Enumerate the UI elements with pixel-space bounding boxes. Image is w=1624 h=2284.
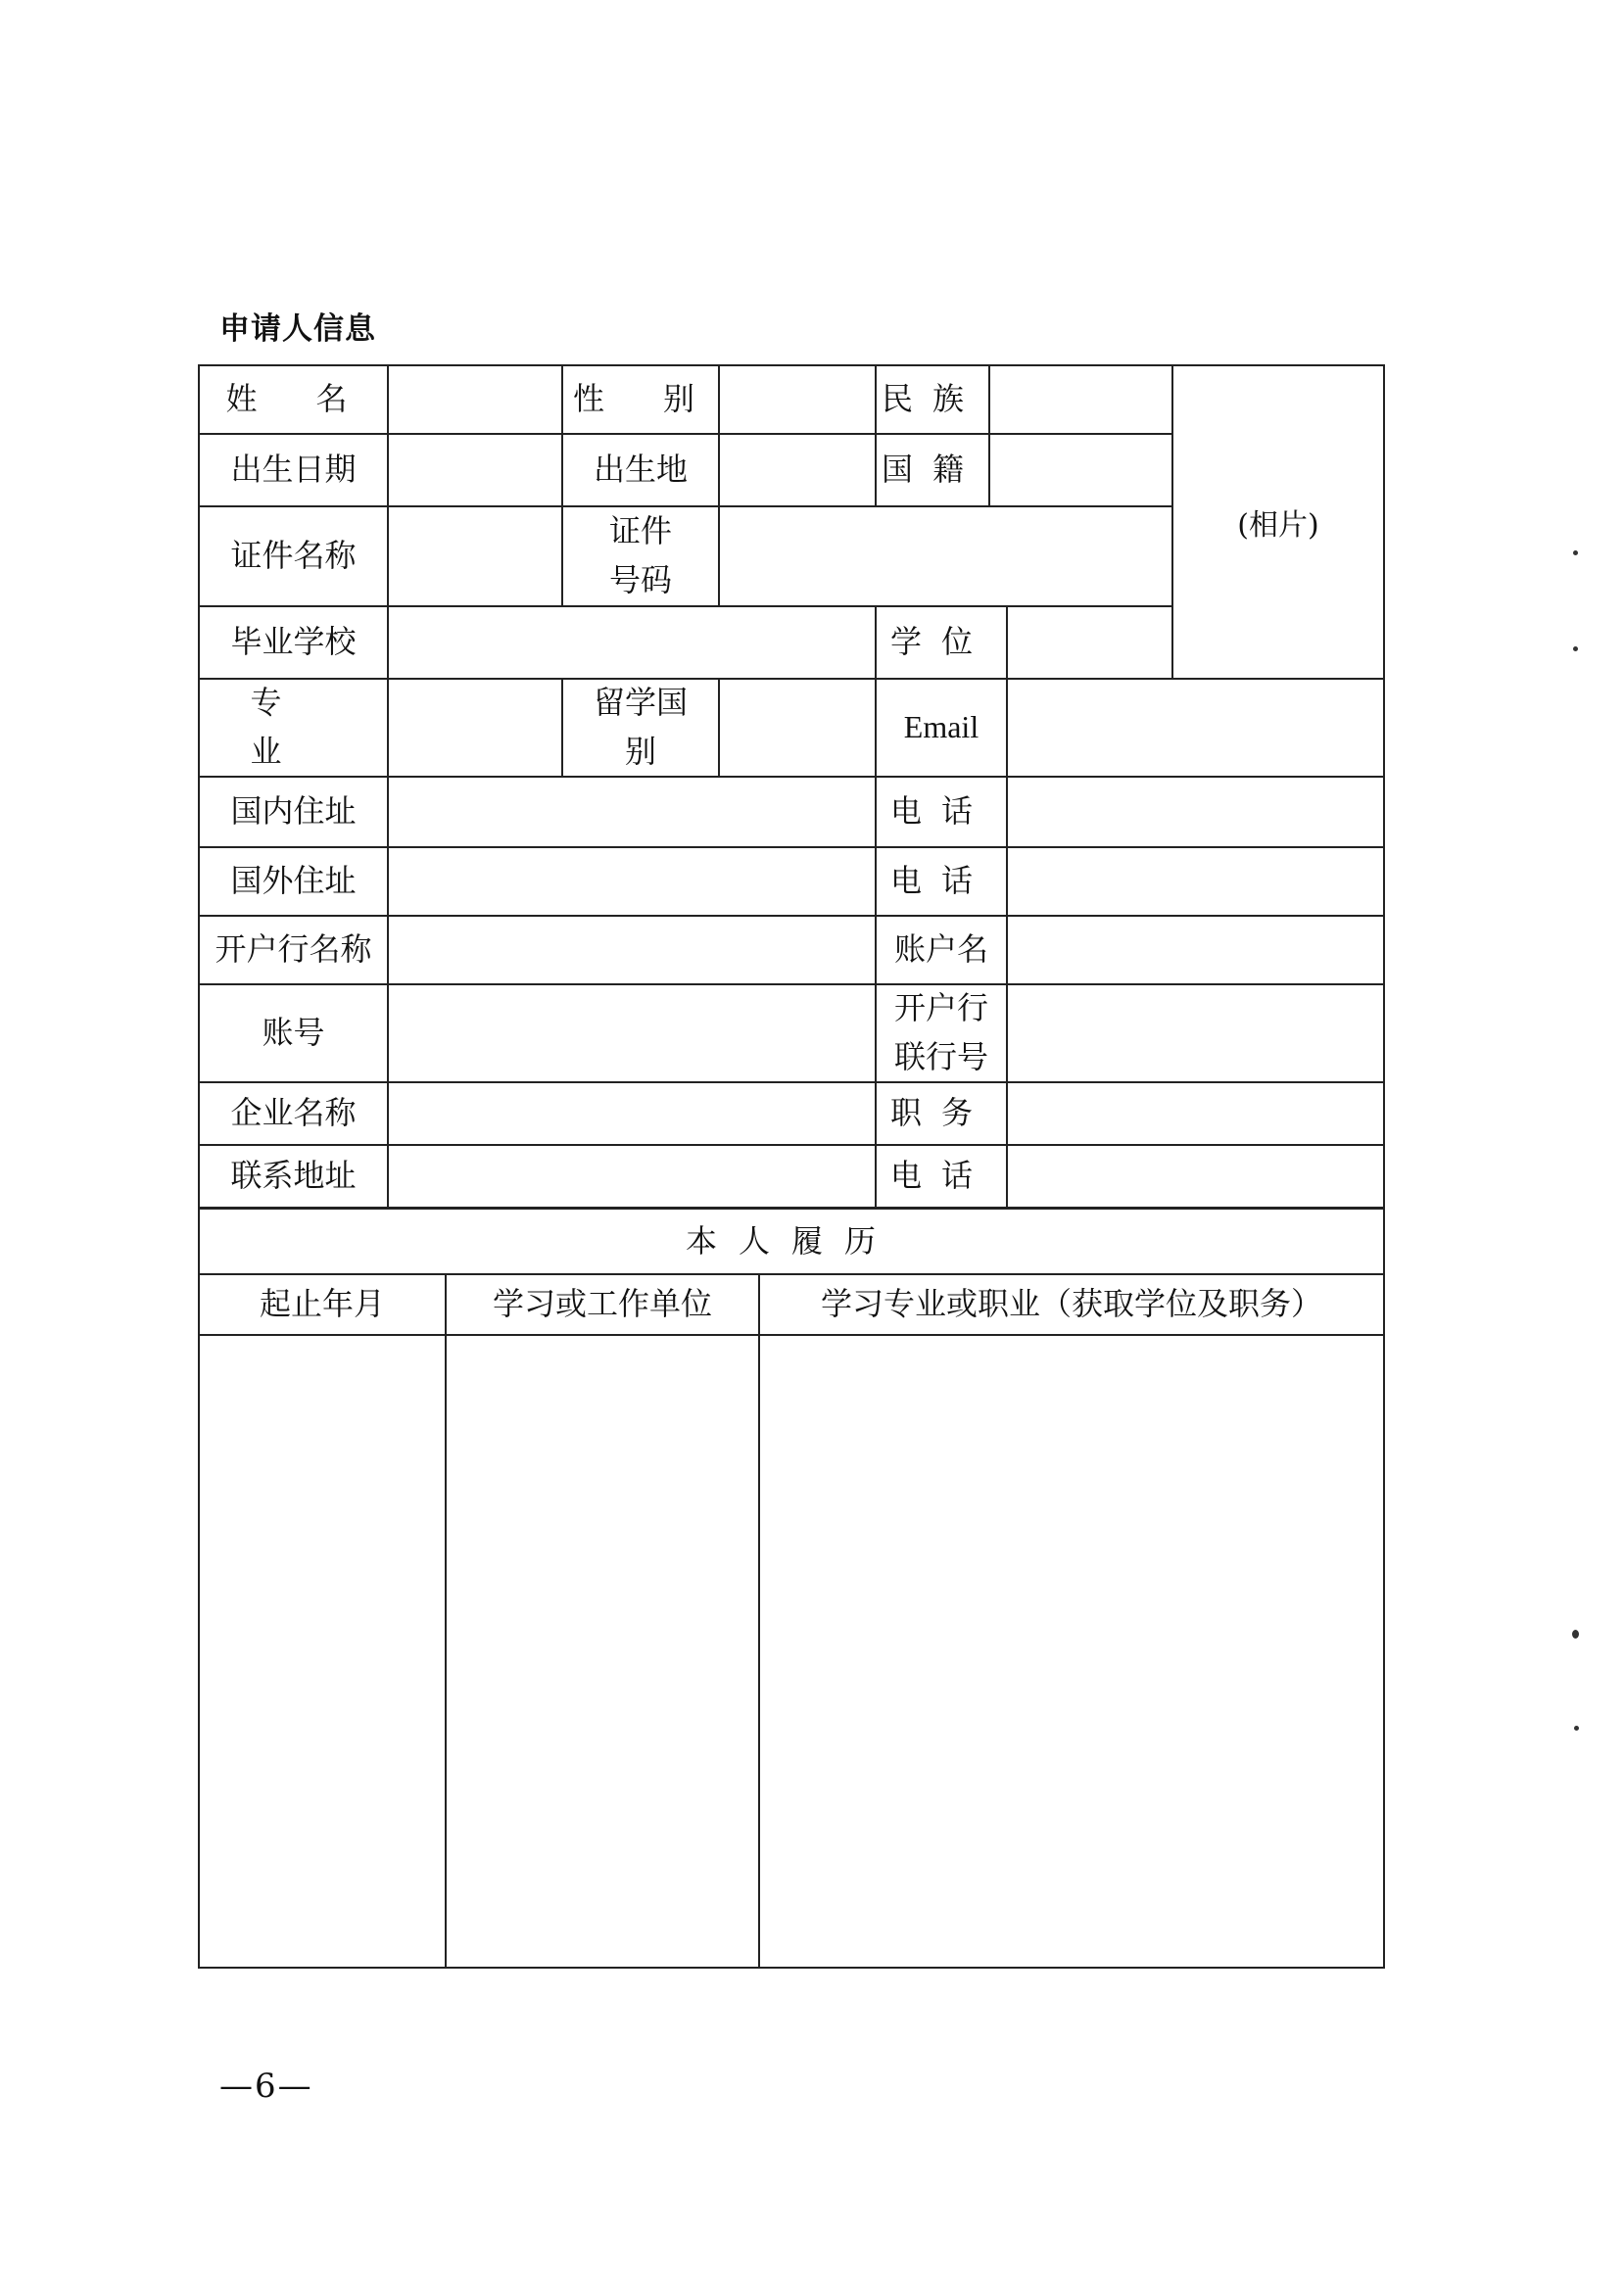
label-position: 职务 — [875, 1081, 1008, 1146]
label-email: Email — [875, 678, 1008, 778]
label-ethnicity: 民族 — [875, 364, 990, 435]
foreign-phone-field[interactable] — [1006, 846, 1385, 917]
bank-name-field[interactable] — [387, 915, 877, 985]
resume-header-organization: 学习或工作单位 — [445, 1273, 760, 1336]
degree-field[interactable] — [1006, 605, 1173, 680]
position-field[interactable] — [1006, 1081, 1385, 1146]
label-foreign-phone: 电话 — [875, 846, 1008, 917]
resume-period-field[interactable] — [198, 1334, 447, 1969]
study-country-field[interactable] — [718, 678, 877, 778]
label-study-country-line2: 别 — [624, 733, 656, 770]
label-id-number-line1: 证件 — [608, 512, 672, 550]
label-domestic-phone: 电话 — [875, 776, 1008, 848]
scan-speck — [1572, 1630, 1579, 1639]
domestic-address-field[interactable] — [387, 776, 877, 848]
contact-phone-field[interactable] — [1006, 1144, 1385, 1209]
name-field[interactable] — [387, 364, 563, 435]
email-field[interactable] — [1006, 678, 1385, 778]
label-id-number — [561, 505, 720, 607]
label-study-country — [561, 678, 720, 778]
label-contact-address: 联系地址 — [198, 1144, 389, 1209]
applicant-form — [198, 364, 1385, 1971]
resume-major-occupation-field[interactable] — [758, 1334, 1385, 1969]
label-degree: 学位 — [875, 605, 1008, 680]
bank-code-field[interactable] — [1006, 983, 1385, 1083]
ethnicity-field[interactable] — [988, 364, 1173, 435]
label-company-name: 企业名称 — [198, 1081, 389, 1146]
label-foreign-address: 国外住址 — [198, 846, 389, 917]
label-school: 毕业学校 — [198, 605, 389, 680]
page-number: —6— — [219, 2067, 313, 2106]
label-bank-code-line2: 联行号 — [893, 1038, 988, 1075]
photo-box[interactable]: (相片) — [1171, 364, 1385, 680]
company-name-field[interactable] — [387, 1081, 877, 1146]
label-gender: 性 别 — [561, 364, 720, 435]
major-field[interactable] — [387, 678, 563, 778]
label-account-name: 账户名 — [875, 915, 1008, 985]
label-bank-code-line1: 开户行 — [893, 989, 988, 1027]
contact-address-field[interactable] — [387, 1144, 877, 1209]
foreign-address-field[interactable] — [387, 846, 877, 917]
birth-place-field[interactable] — [718, 433, 877, 507]
label-domestic-address: 国内住址 — [198, 776, 389, 848]
section-title: 申请人信息 — [219, 311, 376, 347]
account-name-field[interactable] — [1006, 915, 1385, 985]
scan-speck — [1574, 1726, 1579, 1731]
gender-field[interactable] — [718, 364, 877, 435]
resume-header-major-occupation: 学习专业或职业（获取学位及职务） — [758, 1273, 1385, 1336]
label-contact-phone: 电话 — [875, 1144, 1008, 1209]
school-field[interactable] — [387, 605, 877, 680]
scan-speck — [1573, 550, 1578, 555]
label-birth-place: 出生地 — [561, 433, 720, 507]
account-number-field[interactable] — [387, 983, 877, 1083]
id-type-field[interactable] — [387, 505, 563, 607]
label-study-country-line1: 留学国 — [593, 684, 688, 722]
scan-speck — [1573, 646, 1578, 651]
label-birth-date: 出生日期 — [198, 433, 389, 507]
domestic-phone-field[interactable] — [1006, 776, 1385, 848]
id-number-field[interactable] — [718, 505, 1173, 607]
birth-date-field[interactable] — [387, 433, 563, 507]
label-nationality: 国籍 — [875, 433, 990, 507]
label-bank-code — [875, 983, 1008, 1083]
nationality-field[interactable] — [988, 433, 1173, 507]
resume-title: 本人履历 — [198, 1207, 1385, 1275]
label-major: 专 业 — [198, 678, 389, 778]
label-id-number-line2: 号码 — [608, 561, 672, 598]
resume-header-period: 起止年月 — [198, 1273, 447, 1336]
label-bank-name: 开户行名称 — [198, 915, 389, 985]
label-account-number: 账号 — [198, 983, 389, 1083]
label-id-type: 证件名称 — [198, 505, 389, 607]
label-name: 姓 名 — [198, 364, 389, 435]
resume-organization-field[interactable] — [445, 1334, 760, 1969]
